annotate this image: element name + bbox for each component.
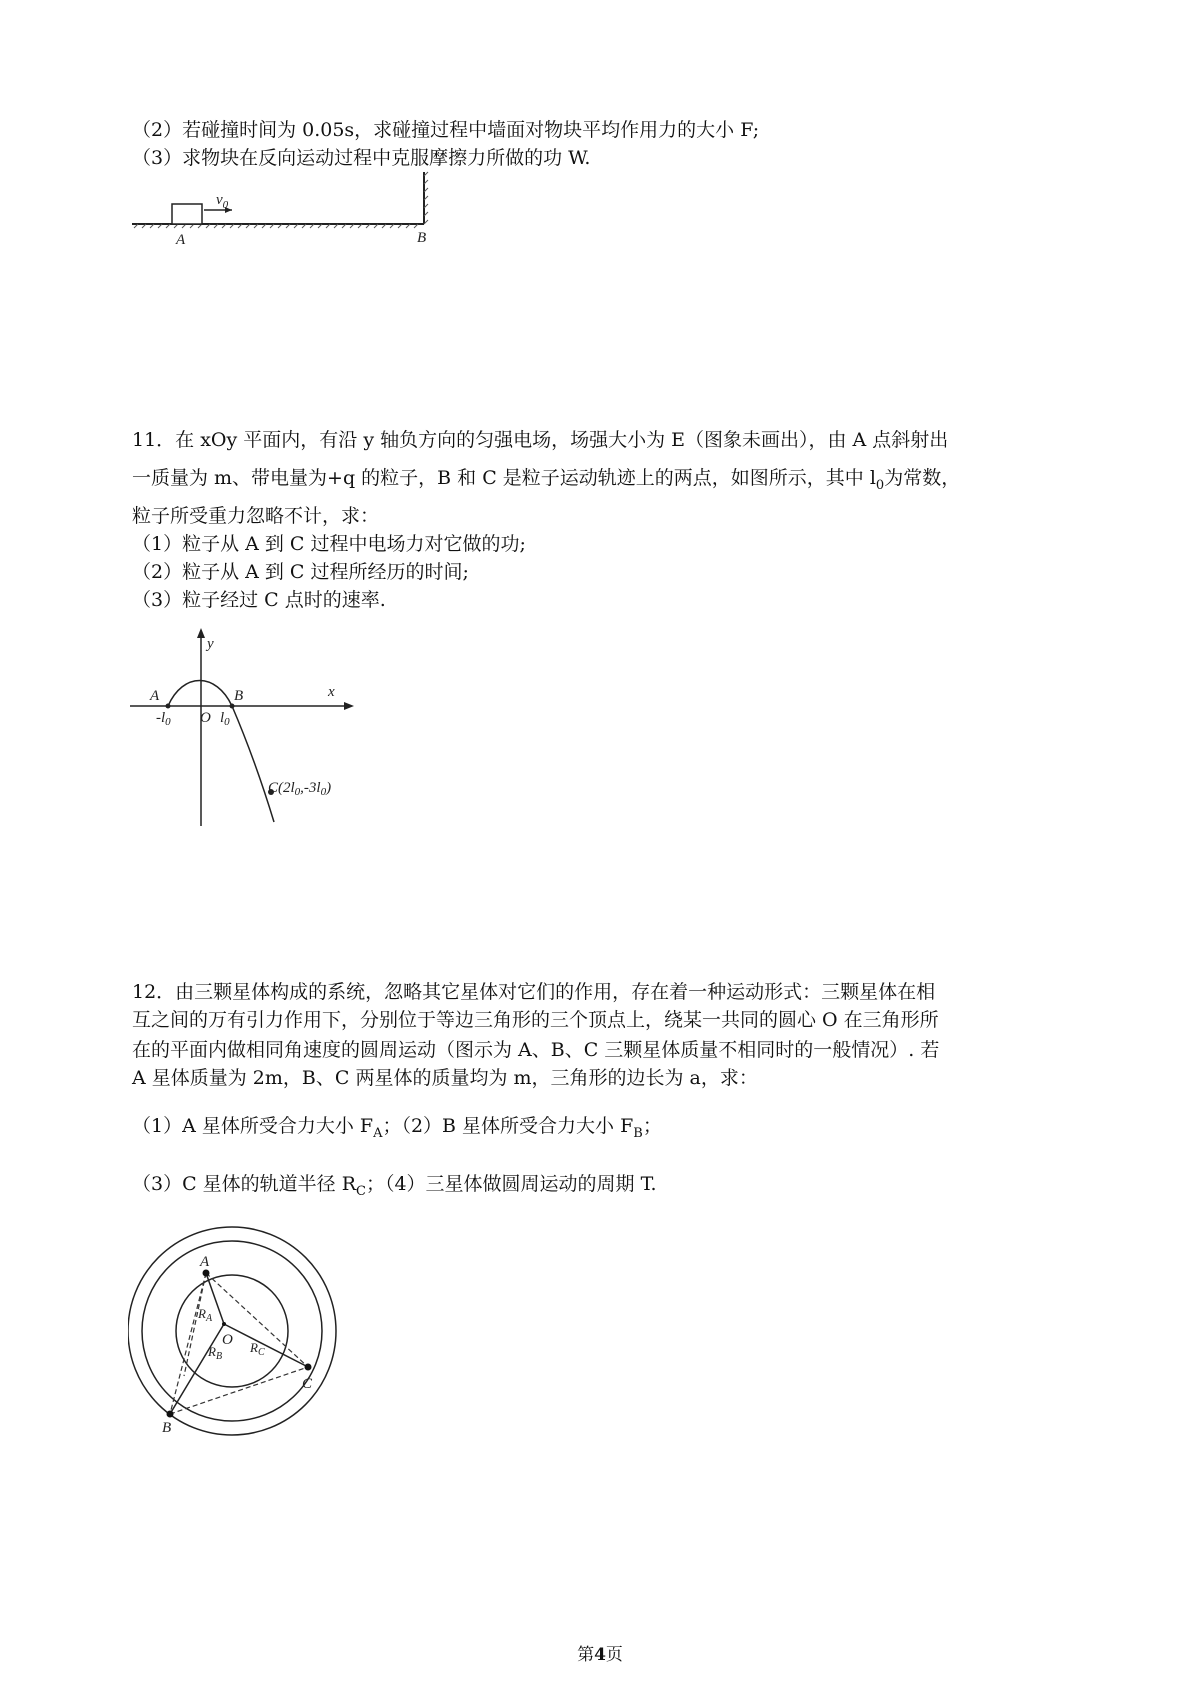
- q10-part2: （2）若碰撞时间为 0.05s，求碰撞过程中墙面对物块平均作用力的大小 F;: [132, 119, 760, 141]
- label-rb: $R_B$: [208, 1344, 223, 1362]
- q11-line3: 粒子所受重力忽略不计，求：: [132, 505, 380, 527]
- label-c: C: [302, 1376, 313, 1392]
- q12-sub1: （1）A 星体所受合力大小 $F_A$；（2）B 星体所受合力大小 $F_B$；: [132, 1115, 662, 1141]
- trajectory-curve: [168, 681, 274, 823]
- label-neg-l0: $-l_0$: [156, 710, 171, 728]
- q12-sub2: （3）C 星体的轨道半径 $R_C$；（4）三星体做圆周运动的周期 T.: [132, 1173, 657, 1199]
- q10-figure: [128, 170, 438, 250]
- label-a: A: [176, 232, 186, 248]
- label-v0: $v_0$: [216, 192, 229, 211]
- q12-line2: 互之间的万有引力作用下，分别位于等边三角形的三个顶点上，绕某一共同的圆心 O 在三角形所: [132, 1009, 939, 1031]
- q11-line1: 11．在 xOy 平面内，有沿 y 轴负方向的匀强电场，场强大小为 E（图象未画出），由 A 点斜射出: [132, 429, 949, 451]
- label-rc: $R_C$: [250, 1340, 265, 1358]
- label-y: y: [207, 636, 214, 652]
- q11-line2: 一质量为 m、带电量为+q 的粒子，B 和 C 是粒子运动轨迹上的两点，如图所示，其中 $l_0$为常数，: [132, 467, 961, 493]
- page-number: 第4页: [577, 1645, 623, 1665]
- label-x: x: [328, 684, 335, 700]
- star-b: [167, 1411, 174, 1418]
- q11-sub2: （2）粒子从 A 到 C 过程所经历的时间;: [132, 561, 469, 583]
- orbit-inner: [176, 1275, 288, 1387]
- q12-line3: 在的平面内做相同角速度的圆周运动（图示为 A、B、C 三颗星体质量不相同时的一般情况）. 若: [132, 1039, 940, 1061]
- q12-line1: 12．由三颗星体构成的系统，忽略其它星体对它们的作用，存在着一种运动形式：三颗星体在相: [132, 981, 936, 1003]
- label-a: A: [200, 1254, 210, 1270]
- label-l0: $l_0$: [220, 710, 230, 728]
- orbit-outer: [128, 1227, 336, 1435]
- point-b: [230, 704, 235, 709]
- label-b: B: [417, 230, 427, 246]
- star-a: [203, 1270, 210, 1277]
- block: [172, 204, 202, 224]
- label-a: A: [150, 688, 160, 704]
- star-c: [305, 1364, 312, 1371]
- q11-sub1: （1）粒子从 A 到 C 过程中电场力对它做的功;: [132, 533, 526, 555]
- label-o: O: [200, 710, 211, 726]
- label-b: B: [234, 688, 244, 704]
- point-a: [166, 704, 171, 709]
- label-ra: $R_A$: [198, 1306, 213, 1324]
- q12-line4: A 星体质量为 2m，B、C 两星体的质量均为 m，三角形的边长为 a，求：: [132, 1067, 758, 1089]
- label-b: B: [162, 1420, 172, 1436]
- q12-figure: [128, 1226, 348, 1446]
- q11-figure: [128, 626, 368, 836]
- q10-part3: （3）求物块在反向运动过程中克服摩擦力所做的功 W.: [132, 147, 591, 169]
- center-o: [222, 1322, 226, 1326]
- label-c: $C(2l_0,-3l_0)$: [268, 780, 332, 798]
- orbit-middle: [142, 1241, 322, 1421]
- q11-sub3: （3）粒子经过 C 点时的速率.: [132, 589, 386, 611]
- label-o: O: [222, 1332, 233, 1348]
